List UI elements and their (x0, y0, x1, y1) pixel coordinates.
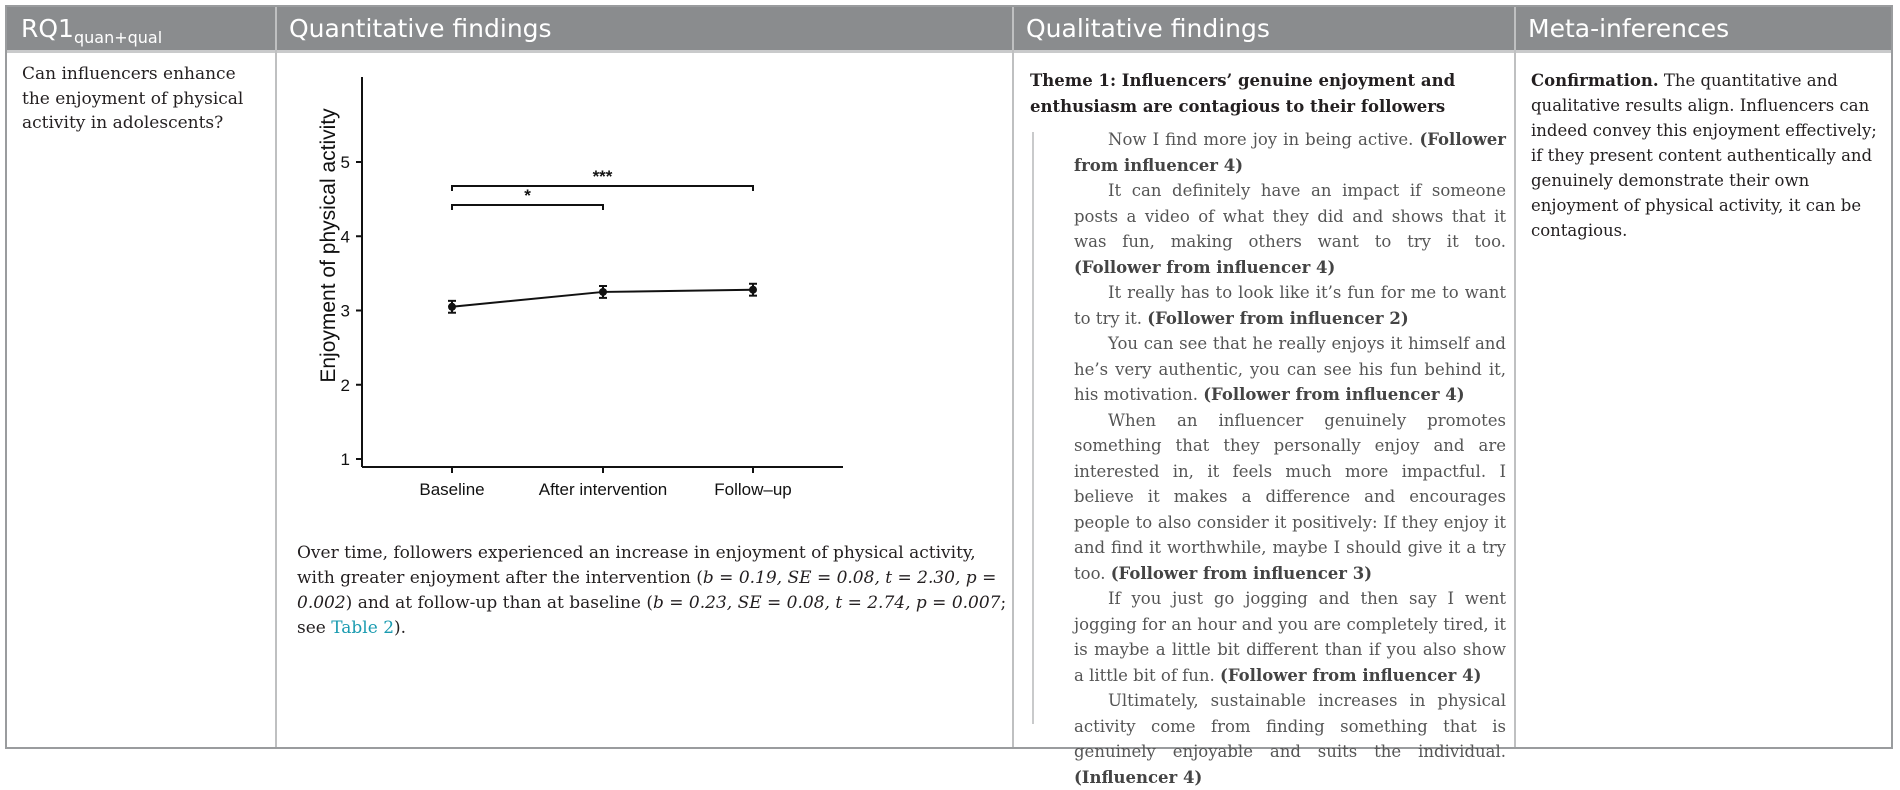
data-point (448, 303, 456, 311)
quote-text: When an influencer genuinely promotes something that they personally enjoy and are interested in, it feels much more impactful. I believe it makes a difference and encourages people to also consider it positively: If they enjoy it and find it worthwhile, maybe I should give it a try too. (1074, 410, 1506, 583)
quote-list (1034, 127, 1506, 790)
header-meta-inferences: Meta-inferences (1528, 14, 1730, 43)
quote-text: You can see that he really enjoys it himself and he’s very authentic, you can see his fun behind it, his motivation. (1074, 334, 1506, 404)
data-point (599, 288, 607, 296)
y-tick-label: 4 (340, 227, 350, 247)
quote-source: (Influencer 4) (1074, 767, 1203, 787)
quote-source: (Follower from influencer 4) (1220, 665, 1482, 685)
quote-text: It can definitely have an impact if someone posts a video of what they did and shows that it was fun, making others want to try it too. (1074, 181, 1506, 251)
y-tick-label: 3 (340, 301, 350, 321)
header-quantitative: Quantitative findings (289, 14, 552, 43)
quote-text: If you just go jogging and then say I went jogging for an hour and you are completely tired, it is maybe a little bit different than if you also show a little bit of fun. (1074, 589, 1506, 685)
caption-stats: b = 0.19, SE = 0.08, t = 2.30, p = 0.002 (297, 568, 997, 613)
data-point (749, 286, 757, 294)
header-rq1-label: RQ1 (21, 14, 74, 43)
x-tick-label: After intervention (538, 480, 668, 499)
quote-source: (Follower from influencer 4) (1074, 257, 1336, 277)
quote-source: (Follower from influencer 4) (1074, 130, 1506, 175)
x-tick-label: Baseline (419, 480, 485, 499)
quote-item (1074, 178, 1506, 280)
quote-source: (Follower from influencer 2) (1147, 308, 1409, 328)
table-header (7, 7, 1891, 53)
header-rq1-subscript: quan+qual (73, 28, 163, 47)
meta-inference (1531, 68, 1881, 243)
quote-text: Now I find more joy in being active. (1108, 130, 1420, 149)
caption-text: Over time, followers experienced an increase in enjoyment of physical activity, with greater enjoyment after the intervention ( (297, 543, 976, 588)
y-tick-label: 1 (340, 450, 350, 469)
quote-item (1074, 280, 1506, 331)
caption-text: ) and at follow-up than at baseline ( (345, 593, 653, 613)
quote-text: Ultimately, sustainable increases in physical activity come from finding something that is genuinely enjoyable and suits the individual. (1074, 691, 1506, 761)
meta-text: The quantitative and qualitative results align. Influencers can indeed convey this enjoyment effectively; if they present content authentically and genuinely demonstrate their own enjoyment of physical activity, it can be contagious. (1531, 71, 1877, 240)
y-tick-label: 5 (340, 153, 350, 172)
header-qualitative: Qualitative findings (1026, 14, 1270, 43)
significance-bracket (452, 205, 603, 210)
y-tick-label: 2 (340, 375, 350, 395)
caption-text: ; see (297, 593, 1007, 638)
quote-item (1074, 408, 1506, 587)
x-tick-label: Follow–up (714, 480, 792, 499)
caption-stats: b = 0.23, SE = 0.08, t = 2.74, p = 0.007 (652, 593, 1001, 613)
column-divider (1514, 7, 1516, 747)
significance-label: * (524, 186, 531, 205)
meta-label: Confirmation. (1531, 71, 1659, 90)
quote-item (1074, 688, 1506, 790)
quote-item (1074, 127, 1506, 178)
caption-text: ). (394, 618, 407, 638)
column-divider (1012, 7, 1014, 747)
theme-title: Theme 1: Influencers’ genuine enjoyment and enthusiasm are contagious to their followers (1030, 71, 1456, 116)
quote-source: (Follower from influencer 4) (1203, 385, 1465, 404)
quote-source: (Follower from influencer 3) (1110, 563, 1373, 583)
column-divider (275, 7, 277, 747)
significance-bracket (452, 186, 753, 191)
y-axis-label: Enjoyment of physical activity (317, 108, 340, 383)
findings-table (5, 5, 1893, 787)
quote-block (1032, 130, 1506, 787)
research-question: Can influencers enhance the enjoyment of physical activity in adolescents? (22, 64, 244, 133)
quote-item (1074, 331, 1506, 408)
quote-text: It really has to look like it’s fun for me to want to try it. (1074, 283, 1506, 328)
enjoyment-chart (293, 77, 953, 517)
quote-item (1074, 586, 1506, 688)
header-rq1 (7, 7, 162, 50)
significance-label: *** (592, 167, 613, 186)
table-2-link[interactable]: Table 2 (331, 618, 395, 638)
quantitative-summary (297, 541, 1007, 641)
